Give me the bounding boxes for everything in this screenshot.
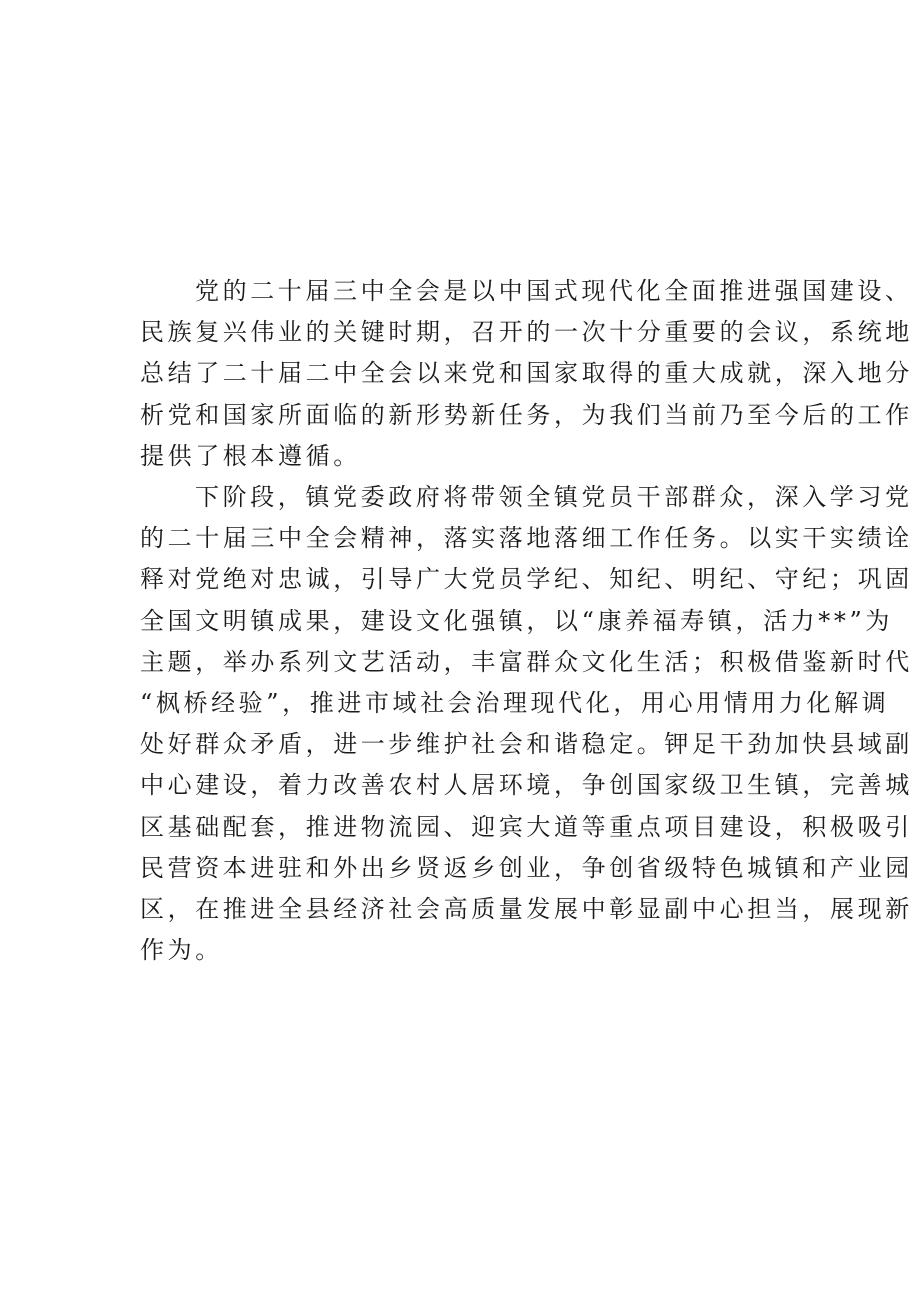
paragraph-1 <box>140 271 913 477</box>
document-body <box>140 271 913 971</box>
text-line: 中心建设，着力改善农村人居环境，争创国家级卫生镇，完善城 <box>140 771 913 800</box>
text-line: 区，在推进全县经济社会高质量发展中彰显副中心担当，展现新 <box>140 895 913 924</box>
text-line: 主题，举办系列文艺活动，丰富群众文化生活；积极借鉴新时代 <box>140 647 913 676</box>
text-line: 析党和国家所面临的新形势新任务，为我们当前乃至今后的工作 <box>140 400 913 429</box>
text-line: “枫桥经验”，推进市域社会治理现代化，用心用情用力化解调 <box>140 689 890 718</box>
text-line: 处好群众矛盾，进一步维护社会和谐稳定。钾足干劲加快县域副 <box>140 730 913 759</box>
text-line: 总结了二十届二中全会以来党和国家取得的重大成就，深入地分 <box>140 359 913 388</box>
text-line: 民营资本进驻和外出乡贤返乡创业，争创省级特色城镇和产业园 <box>140 853 913 882</box>
text-line: 党的二十届三中全会是以中国式现代化全面推进强国建设、 <box>195 277 913 305</box>
text-line: 民族复兴伟业的关键时期，召开的一次十分重要的会议，系统地 <box>140 318 913 347</box>
text-line: 作为。 <box>140 936 223 965</box>
text-line: 的二十届三中全会精神，落实落地落细工作任务。以实干实绩诠 <box>140 524 913 553</box>
text-line: 下阶段，镇党委政府将带领全镇党员干部群众，深入学习党 <box>195 483 913 512</box>
text-line: 释对党绝对忠诚，引导广大党员学纪、知纪、明纪、守纪；巩固 <box>140 565 913 594</box>
text-line: 提供了根本遵循。 <box>140 441 361 470</box>
paragraph-2 <box>140 477 913 971</box>
text-line: 全国文明镇成果，建设文化强镇，以“康养福寿镇，活力**”为 <box>140 606 893 635</box>
text-line: 区基础配套，推进物流园、迎宾大道等重点项目建设，积极吸引 <box>140 812 913 841</box>
